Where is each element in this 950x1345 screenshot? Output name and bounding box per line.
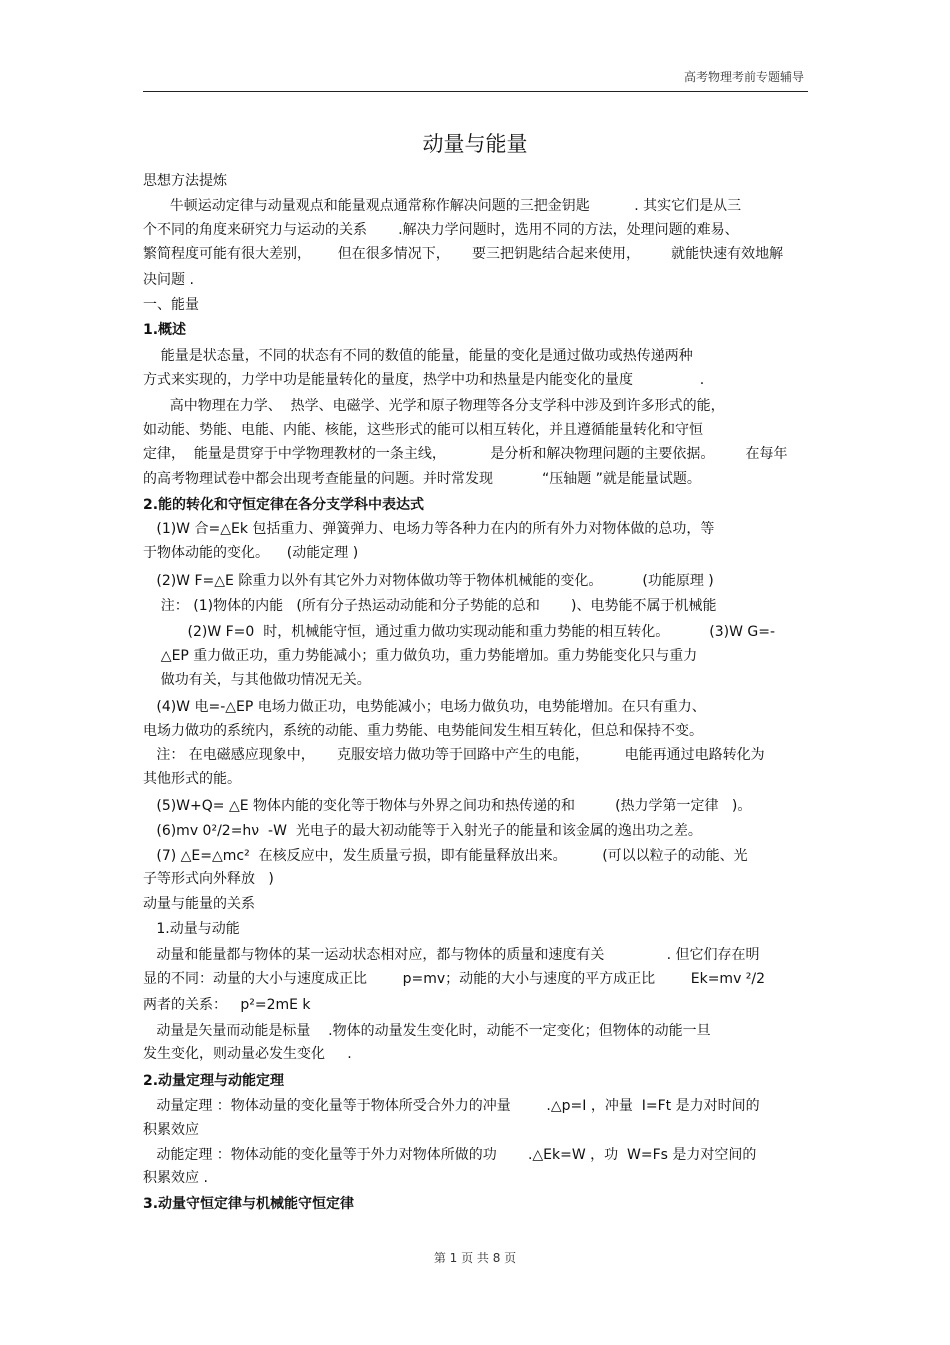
text-line: (2)W F=△E 除重力以外有其它外力对物体做功等于物体机械能的变化。 (功能原理 ) [143,573,714,589]
text-line: 动量定理 ：物体动量的变化量等于物体所受合外力的冲量 .△p=I ，冲量 I=Ft 是力对时间的 [143,1098,760,1114]
text-line: 决问题 . [143,272,194,288]
text-line: (2)W F=0 时，机械能守恒，通过重力做功实现动能和重力势能的相互转化。 (3)W G=- [143,624,776,640]
text-line: 思想方法提炼 [143,173,227,189]
text-line: △EP 重力做正功，重力势能减小；重力做负功，重力势能增加。重力势能变化只与重力 [143,648,698,664]
text-line: 动量是矢量而动能是标量 .物体的动量发生变化时，动能不一定变化；但物体的动能一旦 [143,1023,711,1039]
text-line: 定律， 能量是贯穿于中学物理教材的一条主线， 是分析和解决物理问题的主要依据。 在每年 [143,446,788,462]
text-line: 发生变化，则动量必发生变化 . [143,1046,352,1062]
text-line: 电场力做功的系统内，系统的动能、重力势能、电势能间发生相互转化，但总和保持不变。 [143,723,703,739]
text-line: 能量是状态量，不同的状态有不同的数值的能量，能量的变化是通过做功或热传递两种 [143,348,693,364]
text-line: 显的不同：动量的大小与速度成正比 p=mv；动能的大小与速度的平方成正比 Ek=mv ²/2 [143,971,766,987]
text-line: 3.动量守恒定律与机械能守恒定律 [143,1196,355,1212]
text-line: 注： 在电磁感应现象中， 克服安培力做功等于回路中产生的电能， 电能再通过电路转化为 [143,747,765,763]
text-line: 方式来实现的，力学中功是能量转化的量度，热学中功和热量是内能变化的量度 . [143,372,705,388]
text-line: 一、能量 [143,297,199,313]
text-line: 积累效应 . [143,1170,208,1186]
text-line: 1.动量与动能 [143,921,240,937]
text-line: 其他形式的能。 [143,771,241,787]
text-line: 个不同的角度来研究力与运动的关系 .解决力学问题时，选用不同的方法，处理问题的难易、 [143,222,739,238]
text-line: 注： (1)物体的内能 (所有分子热运动动能和分子势能的总和 )、电势能不属于机械能 [143,598,717,614]
text-line: 动量与能量的关系 [143,896,255,912]
text-line: (5)W+Q= △E 物体内能的变化等于物体与外界之间功和热传递的和 (热力学第一定律 )。 [143,798,752,814]
text-line: 于物体动能的变化。 (动能定理 ) [143,545,359,561]
text-line: 繁简程度可能有很大差别， 但在很多情况下， 要三把钥匙结合起来使用， 就能快速有效地解 [143,246,784,262]
text-line: 动能定理 ：物体动能的变化量等于外力对物体所做的功 .△Ek=W ，功 W=Fs 是力对空间的 [143,1147,757,1163]
text-line: 的高考物理试卷中都会出现考查能量的问题。并时常发现 “压轴题 ”就是能量试题。 [143,471,701,487]
text-line: (1)W 合=△Ek 包括重力、弹簧弹力、电场力等各种力在内的所有外力对物体做的总功，等 [143,521,715,537]
page-footer: 第 1 页 共 8 页 [433,1251,517,1265]
text-line: (6)mv 0²/2=hν -W 光电子的最大初动能等于入射光子的能量和该金属的逸出功之差。 [143,823,702,839]
text-line: 牛顿运动定律与动量观点和能量观点通常称作解决问题的三把金钥匙 . 其实它们是从三 [143,198,742,214]
text-line: 高中物理在力学、 热学、电磁学、光学和原子物理等各分支学科中涉及到许多形式的能， [143,398,725,414]
header-rule [143,91,808,92]
text-line: 动量和能量都与物体的某一运动状态相对应，都与物体的质量和速度有关 . 但它们存在明 [143,947,760,963]
page-title: 动量与能量 [422,132,528,156]
text-line: (4)W 电=-△EP 电场力做正功，电势能减小；电场力做负功，电势能增加。在只有重力、 [143,699,706,715]
text-line: 两者的关系： p²=2mE k [143,997,311,1013]
running-header: 高考物理考前专题辅导 [683,70,804,84]
text-line: 如动能、势能、电能、内能、核能，这些形式的能可以相互转化，并且遵循能量转化和守恒 [143,422,703,438]
text-line: 做功有关，与其他做功情况无关。 [143,672,371,688]
text-line: 积累效应 [143,1122,199,1138]
text-line: (7) △E=△mc² 在核反应中，发生质量亏损，即有能量释放出来。 (可以以粒子的动能、光 [143,848,748,864]
text-line: 2.动量定理与动能定理 [143,1073,285,1089]
text-line: 1.概述 [143,322,187,338]
text-line: 2.能的转化和守恒定律在各分支学科中表达式 [143,497,425,513]
text-line: 子等形式向外释放 ) [143,871,274,887]
